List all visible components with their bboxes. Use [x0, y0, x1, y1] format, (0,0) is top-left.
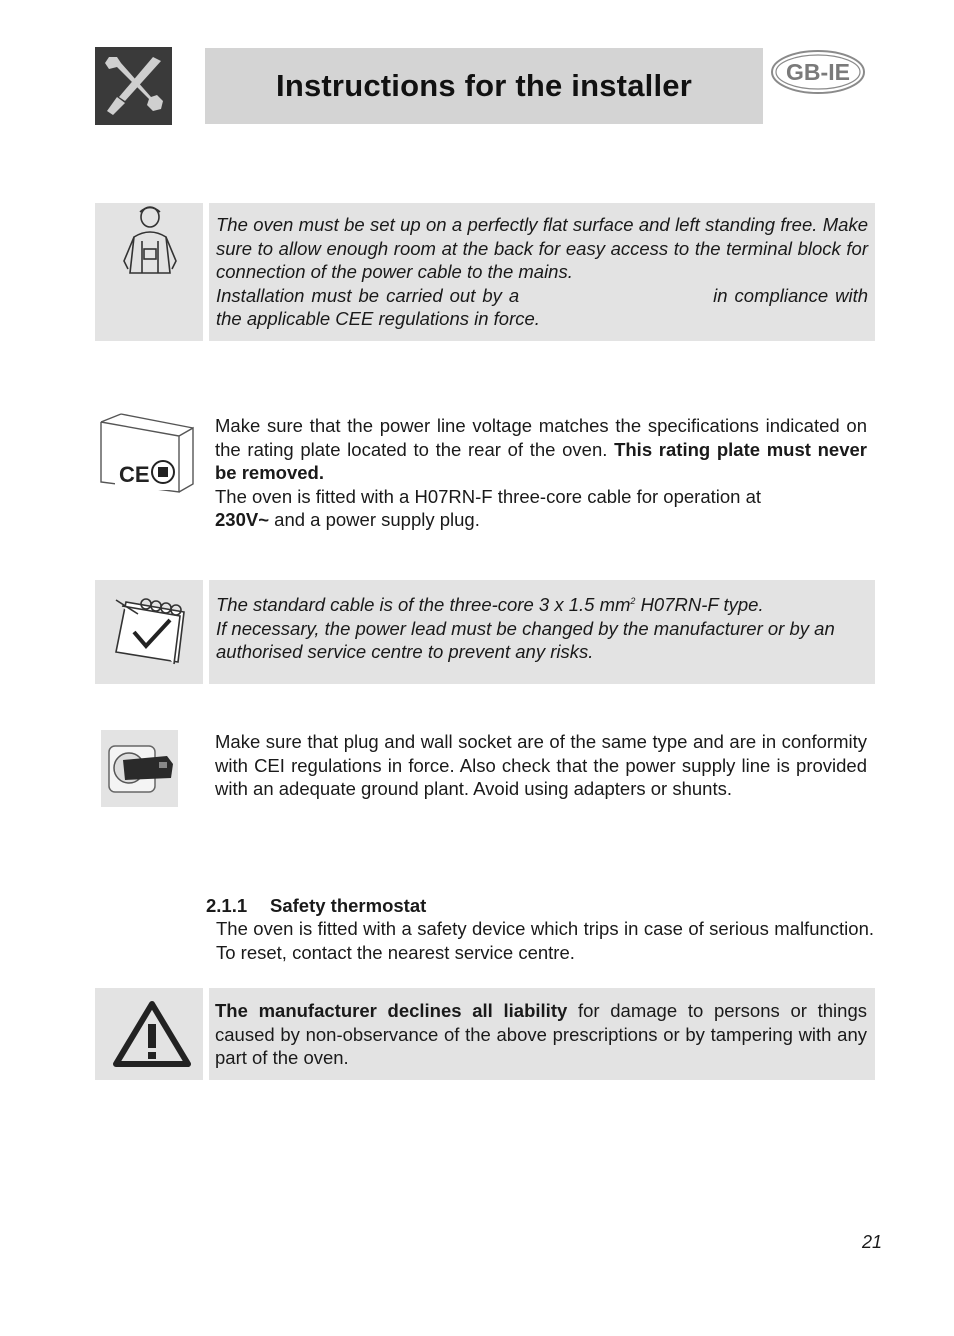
socket-text: Make sure that plug and wall socket are of the same type and are in conformity with CEI regulations in force. Also check that the power supply line is provided with an adequate ground plant. Avoid using adapters or shunts.: [215, 731, 867, 799]
warning-text: [215, 999, 867, 1070]
installer-note-line2-end: in compliance with the applicable CEE regulations in force.: [216, 284, 869, 329]
voltage-para2: [215, 485, 867, 532]
rating-plate-warning: This rating plate must never be removed.: [215, 438, 867, 483]
installer-note-line2: [216, 284, 868, 331]
section-text: The oven is fitted with a safety device which trips in case of serious malfunction. To reset, contact the nearest service centre.: [216, 918, 874, 963]
section-title: Safety thermostat: [270, 895, 427, 916]
svg-text:CE: CE: [119, 462, 150, 487]
cable-note-text: [216, 590, 872, 664]
tools-icon: [95, 47, 172, 125]
cable-spec-start: The standard cable is of the three-core 3 x 1.5 mm: [216, 594, 631, 616]
voltage-para1: [215, 414, 867, 485]
voltage-para1-text: Make sure that the power line voltage matches the specifications indicated on the rating plate located to the rear of the oven.: [215, 415, 867, 460]
section-heading: [206, 895, 426, 917]
rating-plate-ce-icon: [97, 412, 197, 494]
title-bar: [205, 48, 763, 124]
voltage-value: 230V~: [215, 509, 270, 530]
cable-spec-end: H07RN-F type.: [640, 594, 764, 616]
warning-triangle-icon: [112, 998, 192, 1070]
installer-note-text: [216, 213, 868, 331]
voltage-text: [215, 414, 867, 532]
country-code: GB-IE: [786, 59, 850, 85]
voltage-para2-start: The oven is fitted with a H07RN-F three-core cable for operation at: [215, 485, 762, 507]
cable-superscript: 2: [630, 596, 636, 606]
warning-bold: The manufacturer declines all liability: [215, 1000, 568, 1021]
page-number: 21: [861, 1232, 882, 1252]
installer-note-line1: The oven must be set up on a perfectly flat surface and left standing free. Make sure to allow enough room at the back for easy access to the terminal block for connection of the power cable to the mains.: [216, 214, 868, 282]
installer-note-line2-start: Installation must be carried out by a: [216, 284, 520, 306]
voltage-para2-end: and a power supply plug.: [274, 509, 480, 530]
plug-socket-icon: [101, 730, 178, 807]
section-number: 2.1.1: [206, 895, 248, 916]
notepad-check-icon: [108, 590, 192, 666]
cable-note-line1: [216, 590, 872, 617]
installer-person-icon: [112, 203, 188, 283]
warning-rest: for damage to persons or things caused by non-observance of the above prescriptions or by tampering with any part of the oven.: [215, 1000, 867, 1068]
country-badge: [770, 49, 866, 95]
page-title: Instructions for the installer: [276, 68, 692, 103]
cable-note-line2: If necessary, the power lead must be changed by the manufacturer or by an authorised service centre to prevent any risks.: [216, 617, 835, 663]
